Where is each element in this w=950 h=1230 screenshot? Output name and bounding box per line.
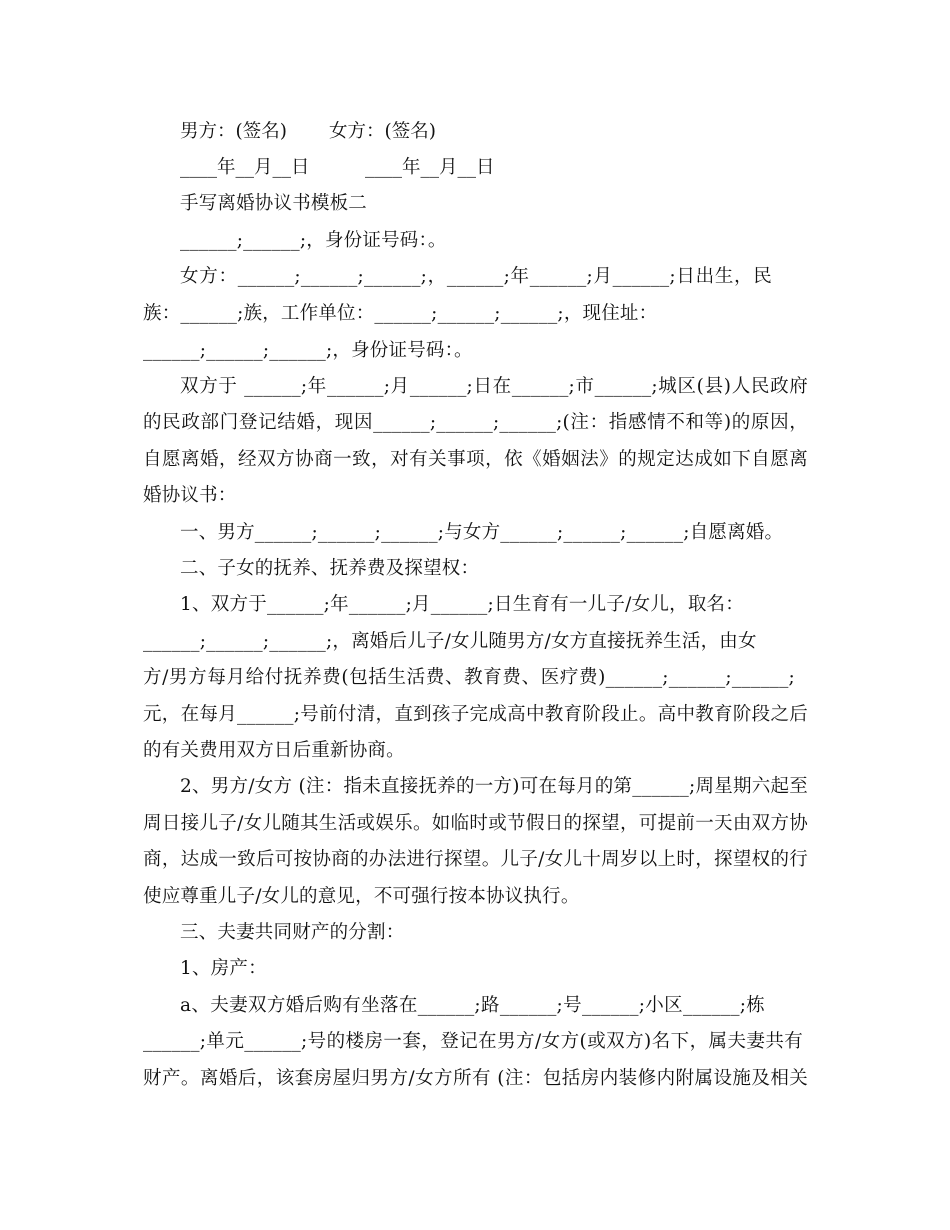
- female-signature-date: ____年__月__日: [365, 157, 495, 178]
- paragraph-line: ______;______;______;，身份证号码：。: [143, 340, 473, 361]
- paragraph-line: 财产。离婚后，该套房屋归男方/女方所有 (注：包括房内装修内附属设施及相关: [143, 1068, 808, 1089]
- paragraph-line: 元，在每月______;号前付清，直到孩子完成高中教育阶段止。高中教育阶段之后: [143, 704, 808, 725]
- paragraph-line: 2、男方/女方 (注：指未直接抚养的一方)可在每月的第______;周星期六起至: [180, 776, 808, 797]
- paragraph-line: 周日接儿子/女儿随其生活或娱乐。如临时或节假日的探望，可提前一天由双方协: [143, 813, 808, 834]
- paragraph-line: 方/男方每月给付抚养费(包括生活费、教育费、医疗费)______;______;______;: [143, 667, 795, 688]
- paragraph-line: 自愿离婚，经双方协商一致，对有关事项，依《婚姻法》的规定达成如下自愿离: [143, 449, 808, 470]
- paragraph-line: a、夫妻双方婚后购有坐落在______;路______;号______;小区______;栋: [180, 995, 765, 1016]
- paragraph-line: 商，达成一致后可按协商的办法进行探望。儿子/女儿十周岁以上时，探望权的行: [143, 849, 808, 870]
- section-heading: 二、子女的抚养、抚养费及探望权：: [180, 558, 480, 579]
- male-signature-date: ____年__月__日: [180, 157, 310, 178]
- paragraph-line: 的有关费用双方日后重新协商。: [143, 740, 405, 761]
- paragraph-line: ______;______;，身份证号码：。: [180, 230, 447, 251]
- paragraph-line: 女方：______;______;______;，______;年______;月______;日出生，民: [180, 266, 772, 287]
- paragraph-line: ______;______;______;，离婚后儿子/女儿随男方/女方直接抚养生活，由女: [143, 631, 757, 652]
- female-signature-label: 女方：(签名): [329, 121, 436, 142]
- paragraph-line: 使应尊重儿子/女儿的意见，不可强行按本协议执行。: [143, 886, 580, 907]
- male-signature-label: 男方：(签名): [180, 121, 287, 142]
- section-heading: 1、房产：: [180, 958, 267, 979]
- paragraph-line: 婚协议书：: [143, 485, 237, 506]
- section-heading: 三、夫妻共同财产的分割：: [180, 922, 405, 943]
- document-title: 手写离婚协议书模板二: [180, 193, 368, 214]
- paragraph-line: 双方于 ______;年______;月______;日在______;市______;城区(县)人民政府: [180, 376, 808, 397]
- paragraph-line: 的民政部门登记结婚，现因______;______;______;(注：指感情不和等)的原因，: [143, 412, 808, 433]
- paragraph-line: 族：______;族，工作单位：______;______;______;，现住址：: [143, 303, 658, 324]
- section-heading: 一、男方______;______;______;与女方______;______;______;自愿离婚。: [180, 522, 784, 543]
- paragraph-line: ______;单元______;号的楼房一套，登记在男方/女方(或双方)名下，属夫妻共有: [143, 1031, 803, 1052]
- paragraph-line: 1、双方于______;年______;月______;日生育有一儿子/女儿，取名：: [180, 594, 744, 615]
